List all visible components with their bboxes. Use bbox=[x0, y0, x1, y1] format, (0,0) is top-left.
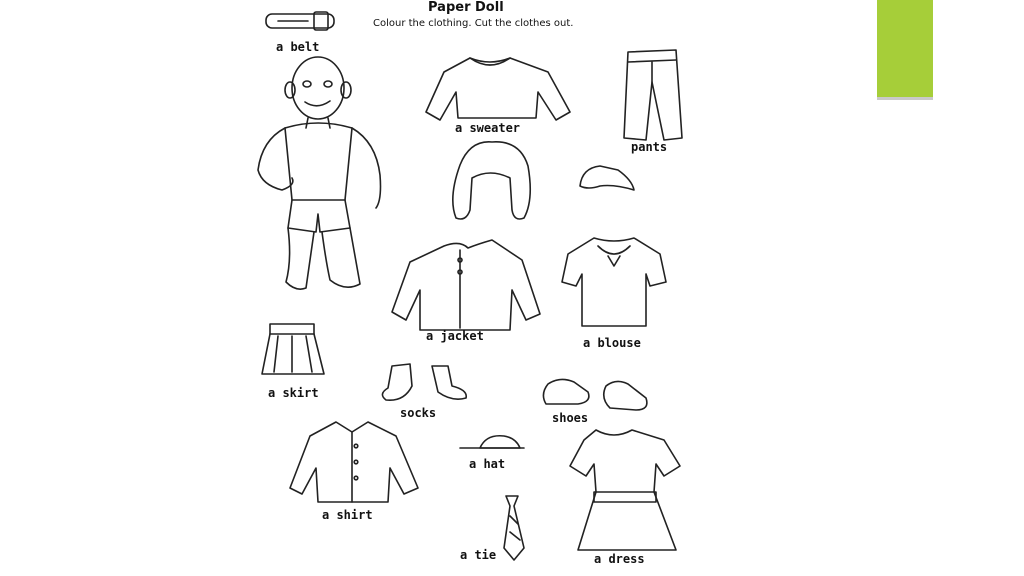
socks-drawing bbox=[382, 364, 466, 400]
doll-drawing bbox=[258, 57, 381, 289]
label-belt: a belt bbox=[276, 40, 320, 54]
belt-drawing bbox=[266, 12, 334, 30]
label-jacket: a jacket bbox=[426, 329, 484, 343]
shirt-drawing bbox=[290, 422, 418, 502]
label-sweater: a sweater bbox=[455, 121, 521, 135]
label-dress: a dress bbox=[594, 552, 645, 566]
label-tie: a tie bbox=[460, 548, 497, 562]
dress-drawing bbox=[570, 430, 680, 550]
shoes-drawing bbox=[543, 379, 646, 410]
sweater-drawing bbox=[426, 58, 570, 120]
label-blouse: a blouse bbox=[583, 336, 641, 350]
pants-drawing bbox=[624, 50, 682, 140]
label-shirt: a shirt bbox=[322, 508, 373, 522]
hair-wig-drawing bbox=[453, 142, 530, 219]
tie-drawing bbox=[504, 496, 524, 560]
skirt-drawing bbox=[262, 324, 324, 374]
worksheet-title: Paper Doll bbox=[428, 0, 504, 15]
worksheet-instruction: Colour the clothing. Cut the clothes out. bbox=[373, 18, 574, 29]
cap-piece-drawing bbox=[580, 166, 634, 190]
label-skirt: a skirt bbox=[268, 386, 319, 400]
jacket-drawing bbox=[392, 240, 540, 330]
label-socks: socks bbox=[400, 406, 437, 420]
label-hat: a hat bbox=[469, 457, 506, 471]
label-pants: pants bbox=[631, 140, 668, 154]
hat-drawing bbox=[460, 436, 524, 448]
blouse-drawing bbox=[562, 238, 666, 326]
label-shoes: shoes bbox=[552, 411, 589, 425]
